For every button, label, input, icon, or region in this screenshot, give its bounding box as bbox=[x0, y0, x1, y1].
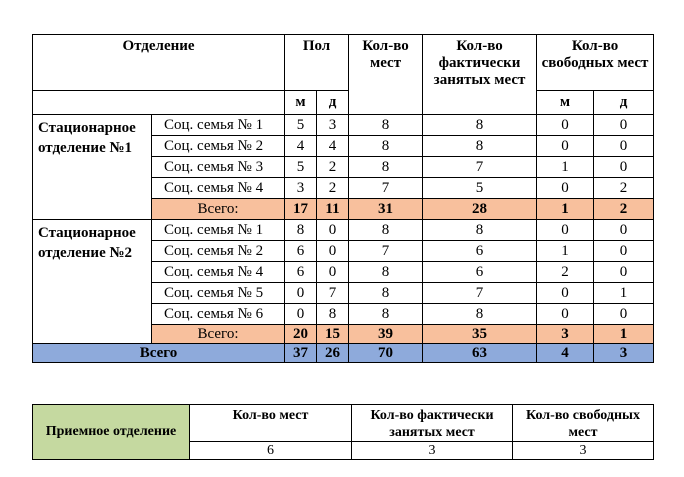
reception-occupied: 3 bbox=[352, 442, 513, 460]
department-name: Стационарное отделение №2 bbox=[33, 220, 152, 344]
family-name: Соц. семья № 2 bbox=[152, 136, 285, 157]
family-name: Соц. семья № 1 bbox=[152, 220, 285, 241]
cell-m: 3 bbox=[285, 178, 317, 199]
cell-free-d: 0 bbox=[594, 241, 654, 262]
header-places: Кол-во мест bbox=[349, 35, 423, 115]
cell-places: 7 bbox=[349, 178, 423, 199]
cell-free-m: 0 bbox=[537, 115, 594, 136]
cell-free-d: 0 bbox=[594, 157, 654, 178]
cell-d: 0 bbox=[317, 220, 349, 241]
cell-places: 8 bbox=[349, 136, 423, 157]
cell-free-d: 0 bbox=[594, 304, 654, 325]
cell-free-m: 0 bbox=[537, 304, 594, 325]
cell-d: 0 bbox=[317, 241, 349, 262]
grand-total-label: Всего bbox=[33, 344, 285, 363]
subtotal-occupied: 28 bbox=[423, 199, 537, 220]
cell-places: 8 bbox=[349, 262, 423, 283]
cell-free-m: 2 bbox=[537, 262, 594, 283]
subtotal-free-m: 1 bbox=[537, 199, 594, 220]
cell-occupied: 8 bbox=[423, 115, 537, 136]
grand-total-row bbox=[33, 344, 654, 363]
family-name: Соц. семья № 6 bbox=[152, 304, 285, 325]
cell-d: 3 bbox=[317, 115, 349, 136]
cell-d: 4 bbox=[317, 136, 349, 157]
cell-free-d: 0 bbox=[594, 115, 654, 136]
cell-d: 2 bbox=[317, 178, 349, 199]
cell-places: 7 bbox=[349, 241, 423, 262]
cell-places: 8 bbox=[349, 304, 423, 325]
reception-table bbox=[32, 404, 654, 460]
reception-occupied-header: Кол-во фактически занятых мест bbox=[352, 405, 513, 442]
subtotal-occupied: 35 bbox=[423, 325, 537, 344]
cell-d: 8 bbox=[317, 304, 349, 325]
reception-free: 3 bbox=[513, 442, 654, 460]
cell-m: 5 bbox=[285, 115, 317, 136]
cell-occupied: 6 bbox=[423, 241, 537, 262]
cell-free-d: 0 bbox=[594, 220, 654, 241]
cell-occupied: 5 bbox=[423, 178, 537, 199]
subtotal-label: Всего: bbox=[152, 325, 285, 344]
cell-free-m: 0 bbox=[537, 136, 594, 157]
family-name: Соц. семья № 1 bbox=[152, 115, 285, 136]
subtotal-places: 31 bbox=[349, 199, 423, 220]
header-gender-d: д bbox=[317, 91, 349, 115]
cell-m: 0 bbox=[285, 304, 317, 325]
cell-free-m: 0 bbox=[537, 220, 594, 241]
cell-occupied: 8 bbox=[423, 220, 537, 241]
cell-places: 8 bbox=[349, 157, 423, 178]
cell-m: 4 bbox=[285, 136, 317, 157]
header-free-d: д bbox=[594, 91, 654, 115]
cell-d: 2 bbox=[317, 157, 349, 178]
cell-free-d: 2 bbox=[594, 178, 654, 199]
subtotal-free-d: 2 bbox=[594, 199, 654, 220]
cell-m: 6 bbox=[285, 241, 317, 262]
cell-free-m: 0 bbox=[537, 283, 594, 304]
reception-free-header: Кол-во свободных мест bbox=[513, 405, 654, 442]
family-name: Соц. семья № 2 bbox=[152, 241, 285, 262]
cell-occupied: 8 bbox=[423, 304, 537, 325]
cell-free-m: 1 bbox=[537, 157, 594, 178]
cell-d: 0 bbox=[317, 262, 349, 283]
grand-total-m: 37 bbox=[285, 344, 317, 363]
grand-total-free-m: 4 bbox=[537, 344, 594, 363]
header-occupied: Кол-во фактически занятых мест bbox=[423, 35, 537, 115]
reception-places-header: Кол-во мест bbox=[190, 405, 352, 442]
cell-m: 6 bbox=[285, 262, 317, 283]
header-gender: Пол bbox=[285, 35, 349, 91]
family-name: Соц. семья № 4 bbox=[152, 178, 285, 199]
family-name: Соц. семья № 4 bbox=[152, 262, 285, 283]
header-department-blank bbox=[33, 91, 285, 115]
reception-label: Приемное отделение bbox=[33, 405, 190, 460]
subtotal-label: Всего: bbox=[152, 199, 285, 220]
table-row bbox=[33, 220, 654, 241]
occupancy-table bbox=[32, 34, 654, 363]
cell-places: 8 bbox=[349, 115, 423, 136]
cell-free-d: 1 bbox=[594, 283, 654, 304]
cell-occupied: 8 bbox=[423, 136, 537, 157]
department-name: Стационарное отделение №1 bbox=[33, 115, 152, 220]
subtotal-m: 20 bbox=[285, 325, 317, 344]
grand-total-places: 70 bbox=[349, 344, 423, 363]
subtotal-d: 15 bbox=[317, 325, 349, 344]
family-name: Соц. семья № 5 bbox=[152, 283, 285, 304]
cell-m: 0 bbox=[285, 283, 317, 304]
subtotal-free-d: 1 bbox=[594, 325, 654, 344]
cell-m: 5 bbox=[285, 157, 317, 178]
grand-total-free-d: 3 bbox=[594, 344, 654, 363]
subtotal-free-m: 3 bbox=[537, 325, 594, 344]
cell-occupied: 6 bbox=[423, 262, 537, 283]
header-gender-m: м bbox=[285, 91, 317, 115]
family-name: Соц. семья № 3 bbox=[152, 157, 285, 178]
grand-total-occupied: 63 bbox=[423, 344, 537, 363]
grand-total-d: 26 bbox=[317, 344, 349, 363]
cell-d: 7 bbox=[317, 283, 349, 304]
cell-free-d: 0 bbox=[594, 136, 654, 157]
cell-occupied: 7 bbox=[423, 157, 537, 178]
cell-m: 8 bbox=[285, 220, 317, 241]
cell-free-m: 0 bbox=[537, 178, 594, 199]
cell-free-m: 1 bbox=[537, 241, 594, 262]
table-row bbox=[33, 115, 654, 136]
header-department: Отделение bbox=[33, 35, 285, 91]
cell-places: 8 bbox=[349, 283, 423, 304]
header-free-m: м bbox=[537, 91, 594, 115]
subtotal-d: 11 bbox=[317, 199, 349, 220]
subtotal-places: 39 bbox=[349, 325, 423, 344]
cell-occupied: 7 bbox=[423, 283, 537, 304]
cell-places: 8 bbox=[349, 220, 423, 241]
reception-places: 6 bbox=[190, 442, 352, 460]
cell-free-d: 0 bbox=[594, 262, 654, 283]
subtotal-m: 17 bbox=[285, 199, 317, 220]
header-free: Кол-во свободных мест bbox=[537, 35, 654, 91]
